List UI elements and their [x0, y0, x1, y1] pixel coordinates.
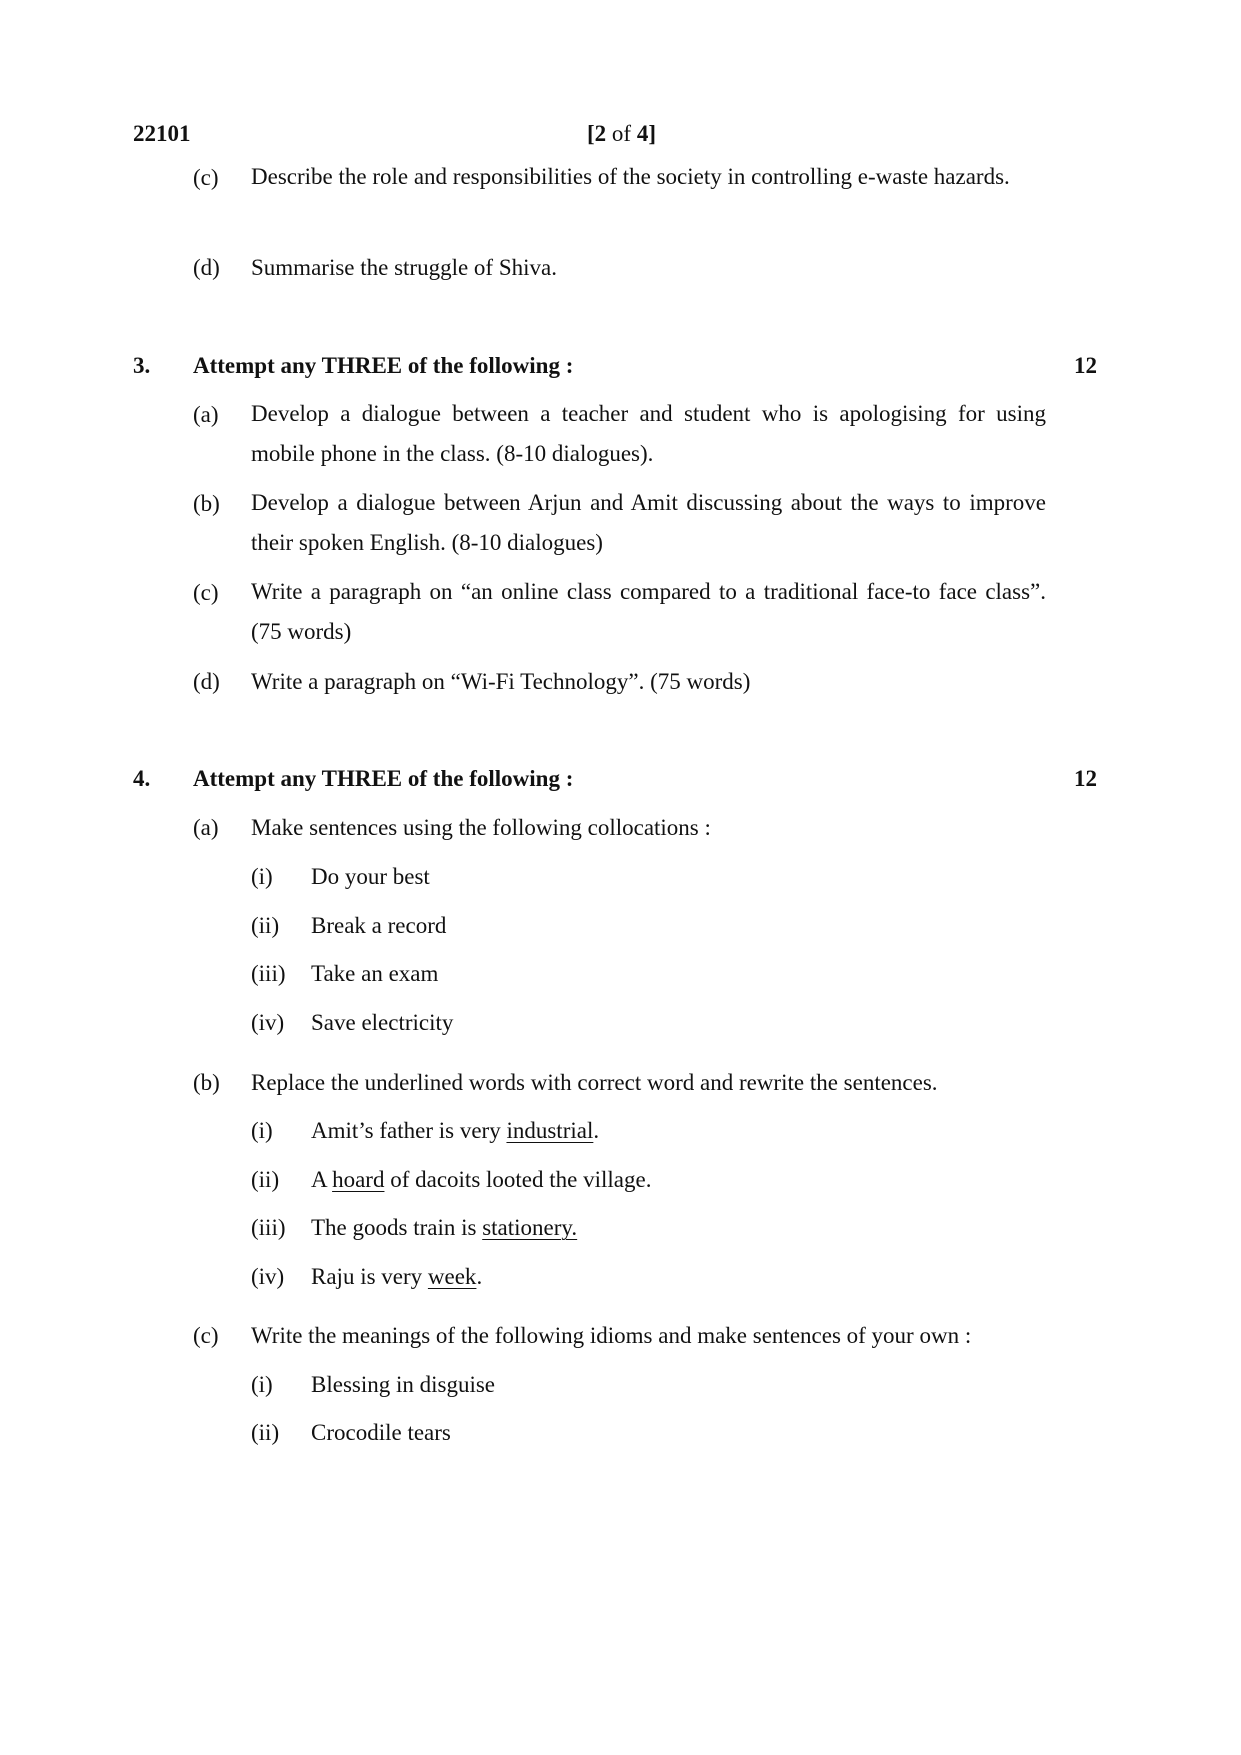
q3-title: Attempt any THREE of the following : — [193, 353, 574, 378]
q4-b-ii-label: (ii) — [251, 1167, 280, 1192]
q4-a-i-label: (i) — [251, 864, 273, 889]
q3-a-text: Develop a dialogue between a teacher and student who is apologising for using mobile phone in the class. (8-10 dialogues). — [251, 401, 1046, 466]
sentence-before: The goods train is — [311, 1215, 483, 1240]
sentence-after: . — [476, 1264, 483, 1289]
page-indicator-total: 4 — [636, 121, 649, 146]
q4-c-ii-label: (ii) — [251, 1420, 280, 1445]
q4-a-iii-text: Take an exam — [311, 961, 439, 986]
sentence-after: . — [593, 1118, 600, 1143]
q4-c-ii-text: Crocodile tears — [311, 1420, 451, 1445]
q4-a-ii-label: (ii) — [251, 913, 280, 938]
page-indicator-open: [ — [587, 121, 595, 146]
page-indicator-close: ] — [648, 121, 657, 146]
sentence-before: Raju is very — [311, 1264, 428, 1289]
q2-c-label: (c) — [193, 165, 219, 190]
q4-a-iv-label: (iv) — [251, 1010, 285, 1035]
underlined-word: stationery. — [482, 1215, 578, 1240]
page-indicator-of: of — [606, 121, 637, 146]
q3-b-label: (b) — [193, 491, 220, 516]
q4-b-i-label: (i) — [251, 1118, 273, 1143]
sentence-before: A — [311, 1167, 333, 1192]
page-indicator-current: 2 — [594, 121, 607, 146]
paper-code: 22101 — [133, 121, 191, 146]
q4-c-i-text: Blessing in disguise — [311, 1372, 496, 1397]
q3-d-label: (d) — [193, 669, 220, 694]
q3-marks: 12 — [1074, 353, 1097, 378]
q4-a-i-text: Do your best — [311, 864, 430, 889]
q4-b-iii-sentence — [311, 1216, 577, 1239]
q4-b-iii-label: (iii) — [251, 1215, 286, 1240]
q4-b-iv-label: (iv) — [251, 1264, 285, 1289]
q4-b-iv-sentence — [311, 1265, 482, 1288]
q4-number: 4. — [133, 766, 151, 791]
q2-c-text: Describe the role and responsibilities of the society in controlling e-waste hazards. — [251, 164, 1010, 189]
underlined-word: industrial — [506, 1118, 594, 1143]
q2-d-text: Summarise the struggle of Shiva. — [251, 255, 557, 280]
q3-a-label: (a) — [193, 402, 219, 427]
q3-c-text: Write a paragraph on “an online class compared to a traditional face-to face class”. (75 words) — [251, 579, 1046, 644]
q4-a-label: (a) — [193, 815, 219, 840]
sentence-before: Amit’s father is very — [311, 1118, 507, 1143]
sentence-after: of dacoits looted the village. — [384, 1167, 652, 1192]
q2-d-label: (d) — [193, 255, 220, 280]
q4-a-ii-text: Break a record — [311, 913, 447, 938]
q3-c-label: (c) — [193, 580, 219, 605]
q4-a-iii-label: (iii) — [251, 961, 286, 986]
q3-number: 3. — [133, 353, 151, 378]
q4-a-text: Make sentences using the following collocations : — [251, 815, 711, 840]
page-indicator — [587, 122, 656, 145]
q3-d-text: Write a paragraph on “Wi-Fi Technology”. (75 words) — [251, 669, 751, 694]
underlined-word: week — [427, 1264, 477, 1289]
q4-c-text: Write the meanings of the following idioms and make sentences of your own : — [251, 1323, 972, 1348]
q3-b-text: Develop a dialogue between Arjun and Amit discussing about the ways to improve their spoken English. (8-10 dialogues) — [251, 490, 1046, 555]
q4-title: Attempt any THREE of the following : — [193, 766, 574, 791]
q4-c-i-label: (i) — [251, 1372, 273, 1397]
q4-marks: 12 — [1074, 766, 1097, 791]
q4-b-text: Replace the underlined words with correct word and rewrite the sentences. — [251, 1070, 938, 1095]
q4-a-iv-text: Save electricity — [311, 1010, 454, 1035]
q4-c-label: (c) — [193, 1323, 219, 1348]
q4-b-label: (b) — [193, 1070, 220, 1095]
q4-b-ii-sentence — [311, 1168, 651, 1191]
q4-b-i-sentence — [311, 1119, 599, 1142]
underlined-word: hoard — [332, 1167, 385, 1192]
